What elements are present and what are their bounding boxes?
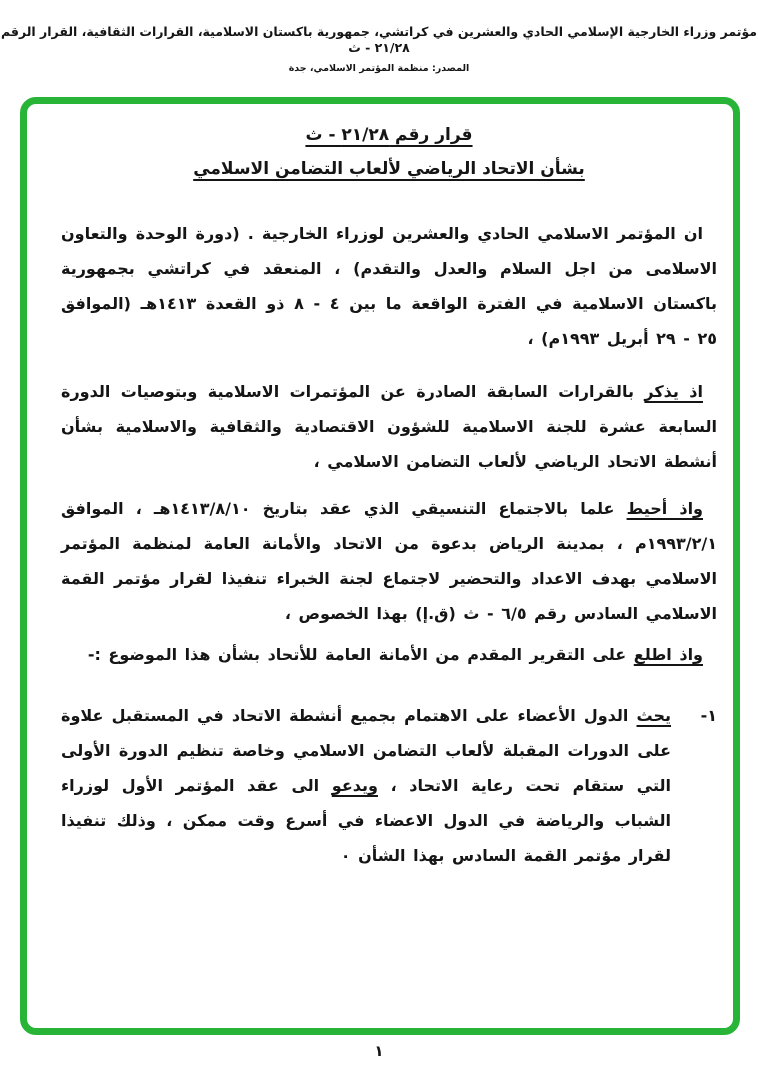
paragraph-preamble: ان المؤتمر الاسلامي الحادي والعشرين لوزراء الخارجية . (دورة الوحدة والتعاون الاسلامى من اجل السلام والعدل والتقدم) ، المنعقد في كراتشي بجمهورية باكستان الاسلامية في الفترة الواقعة ما بين ٤ - ٨ ذو القعدة ١٤١٣هـ (الموافق ٢٥ - ٢٩ أبريل ١٩٩٣م) ،: [61, 224, 718, 348]
paragraph-having-reviewed: [61, 637, 717, 672]
paragraph-noting: [61, 491, 717, 631]
paragraph-having-reviewed-text: على التقرير المقدم من الأمانة العامة للأتحاد بشأن هذا الموضوع :-: [87, 645, 634, 664]
operative-item-1-number: ١-: [700, 706, 717, 725]
document-frame: [20, 97, 740, 1035]
paragraph-recalling-text: بالقرارات السابقة الصادرة عن المؤتمرات الاسلامية وبتوصيات الدورة السابعة عشرة للجنة الاسلامية للشؤون الاقتصادية والثقافية والاسلامية بشأن أنشطة الاتحاد الرياضي لألعاب التضامن الاسلامي ،: [61, 382, 717, 471]
title-line2: بشأن الاتحاد الرياضي لألعاب التضامن الاسلامي: [193, 159, 585, 179]
operative-item-1-lead1: يحث: [636, 706, 671, 725]
title-line1: قرار رقم ٢١/٢٨ - ث: [305, 125, 473, 145]
operative-item-1: [61, 698, 717, 873]
source-header-line1: مؤتمر وزراء الخارجية الإسلامي الحادي والعشرين في كراتشي، جمهورية باكستان الاسلامية، القرارات الثقافية، القرار الرقم ٢١/٢٨ - ث: [0, 24, 758, 55]
operative-item-1-lead2: ويدعو: [331, 776, 378, 795]
operative-item-1-text1: الدول الأعضاء على الاهتمام بجميع أنشطة الاتحاد في المستقبل علاوة على الدورات المقبلة لألعاب التضامن الاسلامي وخاصة تنظيم الدورة الأولى التي ستقام تحت رعاية الاتحاد ،: [61, 706, 672, 795]
source-header: [0, 24, 758, 74]
page-number: ١: [374, 1042, 384, 1060]
paragraph-noting-text: علما بالاجتماع التنسيقي الذي عقد بتاريخ ١٤١٣/٨/١٠هـ ، الموافق ١٩٩٣/٢/١م ، بمدينة الرياض بدعوة من الاتحاد والأمانة العامة لمنظمة المؤتمر الاسلامي بهدف الاعداد والتحضير لاجتماع لجنة الخبراء تنفيذا لقرار مؤتمر القمة الاسلامي السادس رقم ٦/٥ - ث (ق.إ) بهذا الخصوص ،: [61, 499, 717, 623]
paragraph-recalling: [61, 374, 717, 479]
paragraph-having-reviewed-lead: واذ اطلع: [633, 645, 703, 664]
source-header-line2: المصدر: منظمة المؤتمر الاسلامي، جدة: [288, 63, 470, 74]
document-title: [61, 118, 717, 186]
document-content: [27, 104, 733, 1028]
paragraph-noting-lead: واذ أحيط: [626, 499, 704, 518]
paragraph-recalling-lead: اذ يذكر: [644, 382, 703, 401]
operative-item-1-text: [61, 698, 671, 873]
operative-item-1-text2: الى عقد المؤتمر الأول لوزراء الشباب والرياضة في الدول الاعضاء في أسرع وقت ممكن ، وذلك تنفيذا لقرار مؤتمر القمة السادس بهذا الشأن ٠: [61, 776, 671, 865]
